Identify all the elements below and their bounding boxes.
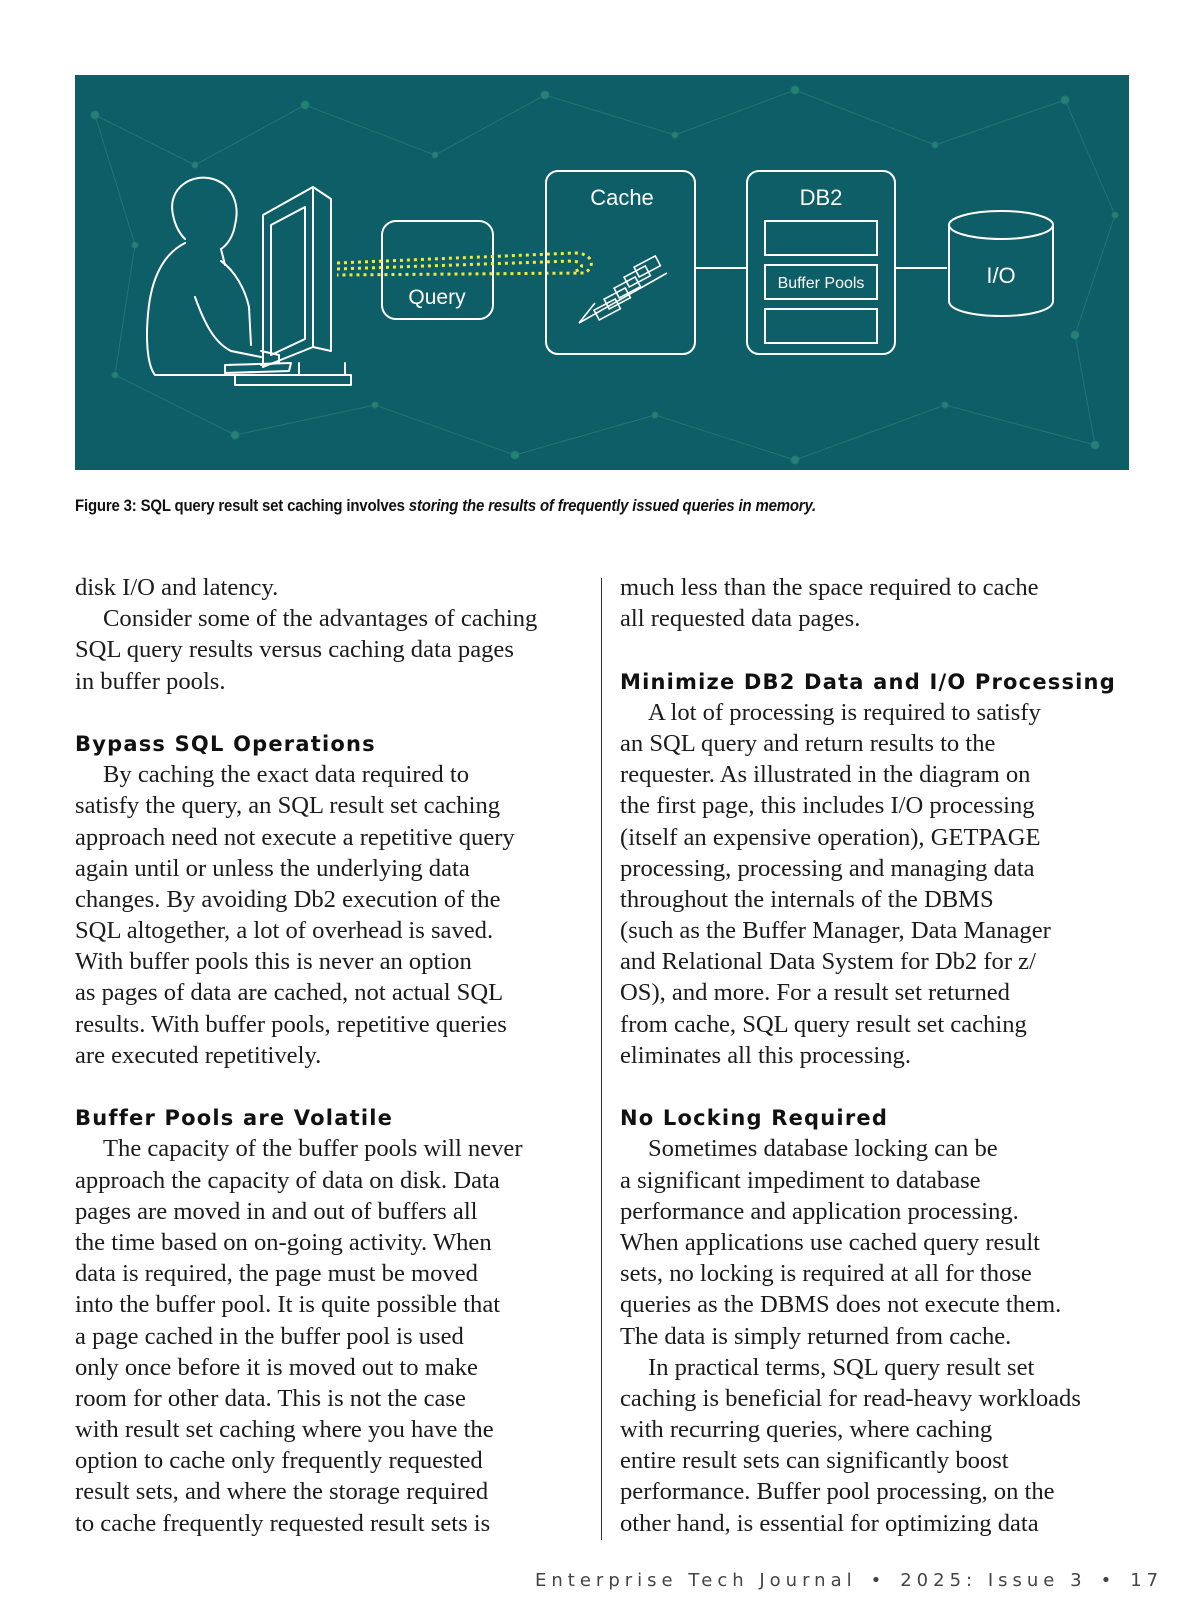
body-line: only once before it is moved out to make — [75, 1353, 478, 1381]
body-line: an SQL query and return results to the — [620, 729, 996, 757]
body-line: sets, no locking is required at all for those — [620, 1260, 1032, 1288]
figure-caption — [75, 496, 1003, 516]
buffer-pools-label: Buffer Pools — [777, 275, 865, 292]
body-line: all requested data pages. — [620, 605, 861, 633]
body-line: processing, processing and managing data — [620, 854, 1035, 882]
body-line: approach the capacity of data on disk. Data — [75, 1166, 500, 1194]
footer-publication: Enterprise Tech Journal — [535, 1570, 857, 1591]
section-heading: Minimize DB2 Data and I/O Processing — [620, 669, 1116, 694]
section-heading: Buffer Pools are Volatile — [75, 1106, 394, 1131]
body-line: When applications use cached query result — [620, 1228, 1040, 1256]
body-line: in buffer pools. — [75, 667, 226, 695]
body-line: SQL altogether, a lot of overhead is saved. — [75, 917, 494, 945]
body-line: results. With buffer pools, repetitive queries — [75, 1010, 507, 1038]
body-line: as pages of data are cached, not actual SQL — [75, 979, 504, 1007]
footer-separator: • — [1100, 1570, 1117, 1591]
body-line: the first page, this includes I/O processing — [620, 792, 1035, 820]
section-heading: No Locking Required — [620, 1106, 889, 1131]
body-line: A lot of processing is required to satisfy — [648, 698, 1041, 726]
body-line: the time based on on-going activity. When — [75, 1228, 492, 1256]
body-line: with result set caching where you have the — [75, 1416, 494, 1444]
body-line: approach need not execute a repetitive query — [75, 823, 515, 851]
body-line: OS), and more. For a result set returned — [620, 979, 1010, 1007]
body-line: In practical terms, SQL query result set — [648, 1353, 1035, 1381]
body-line: with recurring queries, where caching — [620, 1416, 993, 1444]
page-footer — [535, 1570, 1164, 1591]
body-line: The capacity of the buffer pools will never — [103, 1135, 523, 1163]
body-line: to cache frequently requested result sets is — [75, 1509, 491, 1537]
body-line: again until or unless the underlying data — [75, 854, 470, 882]
io-storage-node — [949, 211, 1053, 316]
body-line: (such as the Buffer Manager, Data Manager — [620, 917, 1051, 945]
body-line: performance and application processing. — [620, 1197, 1019, 1225]
body-line: Consider some of the advantages of caching — [103, 605, 538, 633]
body-line: The data is simply returned from cache. — [620, 1322, 1012, 1350]
caption-emphasis: storing the results of frequently issued queries in memory. — [408, 496, 817, 515]
page-number: 17 — [1130, 1570, 1164, 1591]
body-line: throughout the internals of the DBMS — [620, 885, 994, 913]
body-line: eliminates all this processing. — [620, 1041, 911, 1069]
body-line: data is required, the page must be moved — [75, 1260, 478, 1288]
body-line: With buffer pools this is never an option — [75, 948, 472, 976]
body-line: changes. By avoiding Db2 execution of the — [75, 885, 501, 913]
body-line: other hand, is essential for optimizing data — [620, 1509, 1039, 1537]
db2-label: DB2 — [799, 185, 843, 210]
network-background — [91, 86, 1118, 464]
column-divider — [601, 578, 602, 1540]
query-node — [382, 221, 493, 319]
io-label: I/O — [986, 263, 1016, 288]
body-line: room for other data. This is not the case — [75, 1384, 466, 1412]
user-at-computer-icon — [147, 178, 351, 385]
body-line: and Relational Data System for Db2 for z/ — [620, 948, 1036, 976]
query-flow-dotted-link — [337, 253, 591, 275]
body-line: disk I/O and latency. — [75, 574, 279, 601]
footer-separator: • — [870, 1570, 887, 1591]
right-column — [620, 572, 1140, 1539]
body-line: satisfy the query, an SQL result set caching — [75, 792, 501, 820]
body-line: from cache, SQL query result set caching — [620, 1010, 1027, 1038]
db2-node — [747, 171, 895, 354]
body-line: SQL query results versus caching data pages — [75, 636, 514, 664]
body-line: queries as the DBMS does not execute them. — [620, 1291, 1062, 1319]
cache-label: Cache — [590, 185, 654, 210]
body-line: pages are moved in and out of buffers all — [75, 1197, 478, 1225]
body-line: into the buffer pool. It is quite possible that — [75, 1291, 501, 1319]
query-label: Query — [408, 286, 466, 309]
body-line: requester. As illustrated in the diagram on — [620, 761, 1031, 789]
left-column — [75, 572, 587, 1539]
body-line: option to cache only frequently requested — [75, 1447, 483, 1475]
body-line: entire result sets can significantly boost — [620, 1447, 1009, 1475]
body-line: a significant impediment to database — [620, 1166, 981, 1194]
body-line: a page cached in the buffer pool is used — [75, 1322, 464, 1350]
body-line: result sets, and where the storage required — [75, 1478, 489, 1506]
body-line: are executed repetitively. — [75, 1041, 322, 1069]
figure-diagram — [75, 75, 1129, 470]
body-line: Sometimes database locking can be — [648, 1135, 998, 1163]
section-heading: Bypass SQL Operations — [75, 731, 376, 756]
footer-issue: 2025: Issue 3 — [900, 1570, 1087, 1591]
body-line: performance. Buffer pool processing, on the — [620, 1478, 1055, 1506]
body-line: By caching the exact data required to — [103, 761, 470, 789]
body-line: (itself an expensive operation), GETPAGE — [620, 823, 1041, 851]
body-line: caching is beneficial for read-heavy workloads — [620, 1384, 1081, 1412]
body-line: much less than the space required to cache — [620, 574, 1039, 601]
caption-prefix: Figure 3: SQL query result set caching involves — [75, 496, 409, 515]
